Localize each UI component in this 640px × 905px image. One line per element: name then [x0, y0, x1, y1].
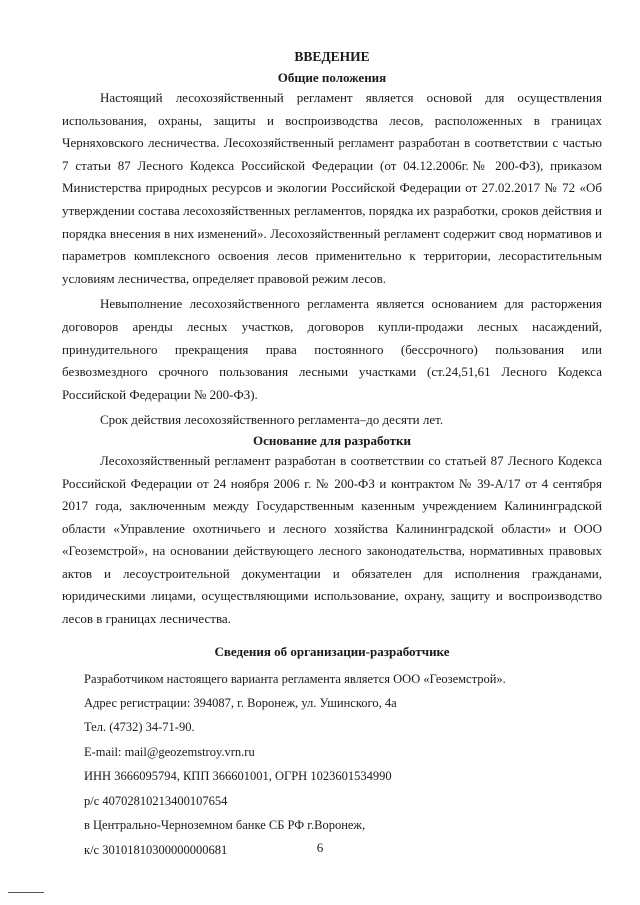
developer-corr-account-line: к/с 30101810300000000681 [84, 842, 228, 857]
term-line: Срок действия лесохозяйственного регламента–до десяти лет. [100, 412, 444, 428]
document-page [62, 48, 602, 862]
developer-email-line: E-mail: mail@geozemstroy.vrn.ru [84, 744, 255, 759]
section-heading-developer: Сведения об организации-разработчике [214, 643, 450, 659]
developer-tax-ids-line: ИНН 3666095794, КПП 366601001, ОГРН 1023601534990 [84, 769, 392, 784]
paragraph-non-compliance: Невыполнение лесохозяйственного регламента является основанием для расторжения договоров аренды лесных участков, договоров купли-продажи лесных насаждений, принудительного прекращения права постоянного (бессрочного) пользования или безвозмездного срочного пользования лесными участками (ст.24,51,61 Лесного Кодекса Российской Федерации № 200-ФЗ). [62, 296, 602, 402]
paragraph-development-basis: Лесохозяйственный регламент разработан в соответствии со статьей 87 Лесного Кодекса Российской Федерации от 24 ноября 2006 г. № 200-ФЗ и контрактом № 39-А/17 от 4 сентября 2017 года, заключенным между Государственным казенным учреждением Калининградской области «Управление охотничьего и лесного хозяйства Калининградской области» и ООО «Геоземстрой», на основании действующего лесного законодательства, нормативных правовых актов и лесоустроительной документации и обязателен для исполнения гражданами, юридическими лицами, осуществляющими использование, охрану, защиту и воспроизводство лесов в границах лесничества. [62, 452, 602, 627]
paragraph-regulation-basis: Настоящий лесохозяйственный регламент является основой для осуществления использования, охраны, защиты и воспроизводства лесов, расположенных в границах Черняховского лесничества. Лесохозяйственный регламент разработан в соответствии с частью 7 статьи 87 Лесного Кодекса Российской Федерации (от 04.12.2006г.№ 200-ФЗ), приказом Министерства природных ресурсов и экологии Российской Федерации от 27.02.2017 № 72 «Об утверждении состава лесохозяйственных регламентов, порядка их разработки, сроков действия и порядка внесения в них изменений». Лесохозяйственный регламент содержит свод нормативов и параметров комплексного освоения лесов применительно к территории, лесорастительным условиям лесничества, определяет правовой режим лесов. [62, 90, 602, 286]
developer-name-line: Разработчиком настоящего варианта регламента является ООО «Геоземстрой». [84, 671, 506, 686]
page-number: 6 [316, 840, 324, 855]
developer-account-line: р/с 40702810213400107654 [84, 793, 228, 808]
developer-bank-line: в Центрально-Черноземном банке СБ РФ г.Воронеж, [84, 818, 366, 833]
section-heading-general: Общие положения [277, 70, 387, 85]
developer-address-line: Адрес регистрации: 394087, г. Воронеж, ул. Ушинского, 4а [84, 696, 397, 711]
footer-rule [8, 892, 44, 893]
developer-phone-line: Тел. (4732) 34-71-90. [84, 720, 195, 735]
document-title: ВВЕДЕНИЕ [294, 49, 370, 64]
section-heading-basis: Основание для разработки [253, 432, 411, 448]
